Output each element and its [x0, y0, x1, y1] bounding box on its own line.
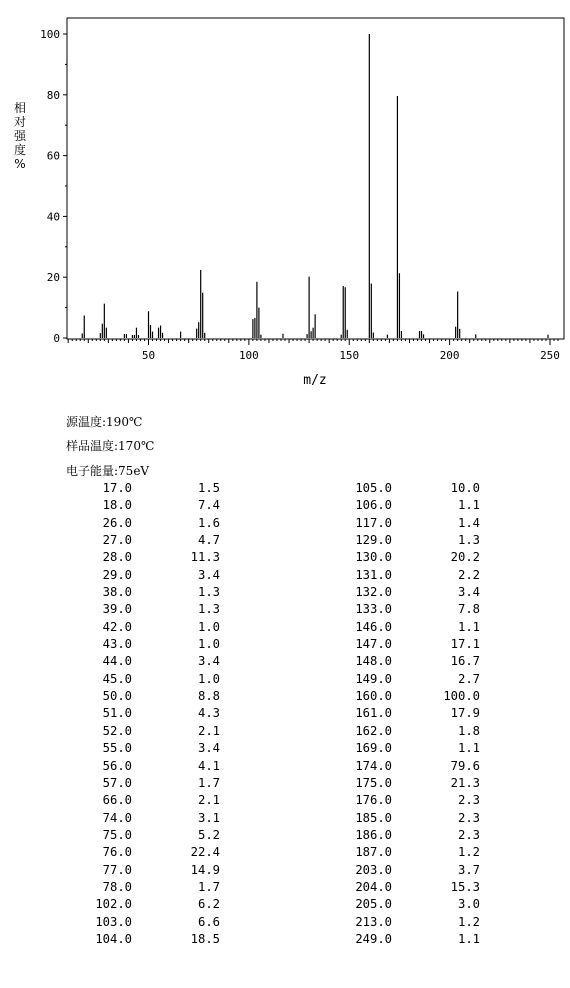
relative-abundance: 15.3 [450, 879, 480, 894]
mz-value: 50.0 [102, 689, 132, 704]
table-row [68, 723, 220, 740]
mz-value: 104.0 [95, 931, 132, 946]
relative-abundance: 14.9 [190, 862, 220, 877]
mz-value: 56.0 [102, 758, 132, 773]
mz-value: 77.0 [102, 862, 132, 877]
x-tick-label: 100 [238, 349, 259, 362]
relative-abundance: 11.3 [190, 550, 220, 565]
mz-value: 160.0 [355, 689, 392, 704]
mz-value: 129.0 [355, 533, 392, 548]
relative-abundance: 7.4 [197, 498, 220, 513]
relative-abundance: 2.3 [457, 810, 480, 825]
table-row [328, 723, 480, 740]
table-row [68, 914, 220, 931]
mz-value: 213.0 [355, 914, 392, 929]
x-axis-label: m/z [303, 373, 327, 388]
mz-value: 130.0 [355, 550, 392, 565]
relative-abundance: 3.0 [457, 897, 480, 912]
table-row [328, 931, 480, 948]
relative-abundance: 6.6 [197, 914, 220, 929]
mz-value: 74.0 [102, 810, 132, 825]
y-tick-label: 40 [46, 210, 60, 224]
mz-value: 38.0 [102, 585, 132, 600]
table-row [328, 549, 480, 566]
mz-value: 185.0 [355, 810, 392, 825]
table-row [68, 653, 220, 670]
relative-abundance: 1.3 [197, 585, 220, 600]
table-row [328, 515, 480, 532]
mz-value: 106.0 [355, 498, 392, 513]
mz-value: 132.0 [355, 585, 392, 600]
mz-value: 42.0 [102, 619, 132, 634]
mz-value: 44.0 [102, 654, 132, 669]
table-row [328, 758, 480, 775]
relative-abundance: 1.0 [197, 671, 220, 686]
relative-abundance: 1.0 [197, 637, 220, 652]
x-tick-label: 50 [141, 349, 156, 362]
relative-abundance: 1.1 [457, 619, 480, 634]
x-tick-label: 150 [339, 349, 360, 362]
relative-abundance: 10.0 [450, 481, 480, 495]
table-row [328, 740, 480, 757]
relative-abundance: 3.4 [457, 585, 480, 600]
y-axis-label-char: 强 [13, 129, 27, 143]
mz-value: 105.0 [355, 481, 392, 495]
table-row [68, 532, 220, 549]
relative-abundance: 3.4 [197, 567, 220, 582]
mz-value: 28.0 [102, 550, 132, 565]
y-axis-label-char: % [14, 157, 26, 171]
table-row [68, 688, 220, 705]
table-row [68, 844, 220, 861]
plot-frame [67, 18, 564, 339]
mz-value: 66.0 [102, 793, 132, 808]
relative-abundance: 1.3 [457, 533, 480, 548]
relative-abundance: 1.8 [457, 723, 480, 738]
mz-value: 51.0 [102, 706, 132, 721]
relative-abundance: 20.2 [450, 550, 480, 565]
table-row [328, 653, 480, 670]
y-tick-label: 20 [46, 271, 60, 285]
table-row [68, 810, 220, 827]
table-row [68, 567, 220, 584]
mz-value: 175.0 [355, 775, 392, 790]
table-row [68, 705, 220, 722]
relative-abundance: 22.4 [190, 845, 220, 860]
y-tick-label: 60 [46, 149, 60, 163]
relative-abundance: 5.2 [197, 827, 220, 842]
table-row [68, 619, 220, 636]
peak-table-left [68, 480, 220, 948]
relative-abundance: 1.2 [457, 845, 480, 860]
spectrum-peaks [82, 34, 548, 338]
x-tick-label: 200 [439, 349, 460, 362]
mz-value: 76.0 [102, 845, 132, 860]
relative-abundance: 2.2 [457, 567, 480, 582]
relative-abundance: 2.1 [197, 723, 220, 738]
mz-value: 75.0 [102, 827, 132, 842]
y-axis-label-char: 度 [13, 143, 27, 157]
mz-value: 78.0 [102, 879, 132, 894]
mz-value: 204.0 [355, 879, 392, 894]
relative-abundance: 16.7 [450, 654, 480, 669]
mass-spectrum-chart [0, 0, 570, 400]
table-row [328, 619, 480, 636]
relative-abundance: 2.3 [457, 793, 480, 808]
table-row [328, 862, 480, 879]
x-tick-label: 250 [540, 349, 560, 362]
relative-abundance: 100.0 [443, 689, 480, 704]
relative-abundance: 17.1 [450, 637, 480, 652]
y-axis-label-char: 对 [13, 115, 27, 129]
relative-abundance: 1.7 [197, 879, 220, 894]
table-row [68, 931, 220, 948]
table-row [68, 636, 220, 653]
relative-abundance: 3.1 [197, 810, 220, 825]
table-row [328, 705, 480, 722]
table-row [328, 497, 480, 514]
table-row [328, 584, 480, 601]
relative-abundance: 3.7 [457, 862, 480, 877]
table-row [68, 758, 220, 775]
table-row [68, 601, 220, 618]
mz-value: 169.0 [355, 741, 392, 756]
relative-abundance: 1.0 [197, 619, 220, 634]
table-row [328, 827, 480, 844]
sample-temperature: 样品温度:170℃ [66, 439, 155, 453]
mz-value: 102.0 [95, 897, 132, 912]
table-row [68, 740, 220, 757]
table-row [328, 792, 480, 809]
relative-abundance: 8.8 [197, 689, 220, 704]
relative-abundance: 1.4 [457, 515, 480, 530]
relative-abundance: 2.3 [457, 827, 480, 842]
relative-abundance: 21.3 [450, 775, 480, 790]
table-row [68, 775, 220, 792]
mz-value: 17.0 [102, 481, 132, 495]
y-axis [40, 28, 67, 345]
mz-value: 186.0 [355, 827, 392, 842]
table-row [68, 862, 220, 879]
table-row [328, 532, 480, 549]
relative-abundance: 1.3 [197, 602, 220, 617]
table-row [328, 601, 480, 618]
table-row [68, 671, 220, 688]
electron-energy: 电子能量:75eV [66, 464, 150, 478]
table-row [68, 896, 220, 913]
table-row [328, 879, 480, 896]
relative-abundance: 2.1 [197, 793, 220, 808]
peak-table-right [328, 480, 480, 948]
mz-value: 133.0 [355, 602, 392, 617]
relative-abundance: 2.7 [457, 671, 480, 686]
mz-value: 117.0 [355, 515, 392, 530]
mz-value: 52.0 [102, 723, 132, 738]
mz-value: 45.0 [102, 671, 132, 686]
table-row [68, 879, 220, 896]
relative-abundance: 6.2 [197, 897, 220, 912]
mz-value: 205.0 [355, 897, 392, 912]
table-row [328, 671, 480, 688]
y-axis-label [14, 100, 27, 171]
table-row [68, 549, 220, 566]
table-row [328, 567, 480, 584]
table-row [328, 896, 480, 913]
relative-abundance: 17.9 [450, 706, 480, 721]
relative-abundance: 1.2 [457, 914, 480, 929]
mz-value: 103.0 [95, 914, 132, 929]
table-row [328, 914, 480, 931]
table-row [68, 827, 220, 844]
mz-value: 249.0 [355, 931, 392, 946]
relative-abundance: 1.1 [457, 741, 480, 756]
table-row [328, 844, 480, 861]
table-row [68, 792, 220, 809]
y-tick-label: 80 [46, 88, 60, 102]
mz-value: 27.0 [102, 533, 132, 548]
relative-abundance: 1.6 [197, 515, 220, 530]
y-tick-label: 0 [53, 332, 60, 345]
table-row [328, 810, 480, 827]
mz-value: 176.0 [355, 793, 392, 808]
relative-abundance: 4.1 [197, 758, 220, 773]
mz-value: 18.0 [102, 498, 132, 513]
y-axis-label-char: 相 [13, 101, 27, 115]
mz-value: 187.0 [355, 845, 392, 860]
relative-abundance: 4.3 [197, 706, 220, 721]
table-row [68, 497, 220, 514]
relative-abundance: 4.7 [197, 533, 220, 548]
source-temperature: 源温度:190℃ [66, 415, 143, 429]
table-row [328, 775, 480, 792]
mz-value: 39.0 [102, 602, 132, 617]
relative-abundance: 1.7 [197, 775, 220, 790]
mz-value: 26.0 [102, 515, 132, 530]
table-row [68, 584, 220, 601]
relative-abundance: 1.1 [457, 498, 480, 513]
mz-value: 146.0 [355, 619, 392, 634]
relative-abundance: 3.4 [197, 741, 220, 756]
mz-value: 57.0 [102, 775, 132, 790]
y-tick-label: 100 [40, 28, 60, 41]
mz-value: 161.0 [355, 706, 392, 721]
relative-abundance: 79.6 [450, 758, 480, 773]
mz-value: 43.0 [102, 637, 132, 652]
mz-value: 55.0 [102, 741, 132, 756]
table-row [328, 688, 480, 705]
mz-value: 148.0 [355, 654, 392, 669]
mz-value: 131.0 [355, 567, 392, 582]
mz-value: 149.0 [355, 671, 392, 686]
table-row [68, 480, 220, 497]
relative-abundance: 7.8 [457, 602, 480, 617]
table-row [328, 480, 480, 497]
mz-value: 147.0 [355, 637, 392, 652]
table-row [68, 515, 220, 532]
mz-value: 29.0 [102, 567, 132, 582]
relative-abundance: 1.5 [197, 481, 220, 495]
relative-abundance: 3.4 [197, 654, 220, 669]
relative-abundance: 1.1 [457, 931, 480, 946]
x-axis [68, 339, 560, 362]
table-row [328, 636, 480, 653]
relative-abundance: 18.5 [190, 931, 220, 946]
mz-value: 174.0 [355, 758, 392, 773]
mz-value: 162.0 [355, 723, 392, 738]
mz-value: 203.0 [355, 862, 392, 877]
